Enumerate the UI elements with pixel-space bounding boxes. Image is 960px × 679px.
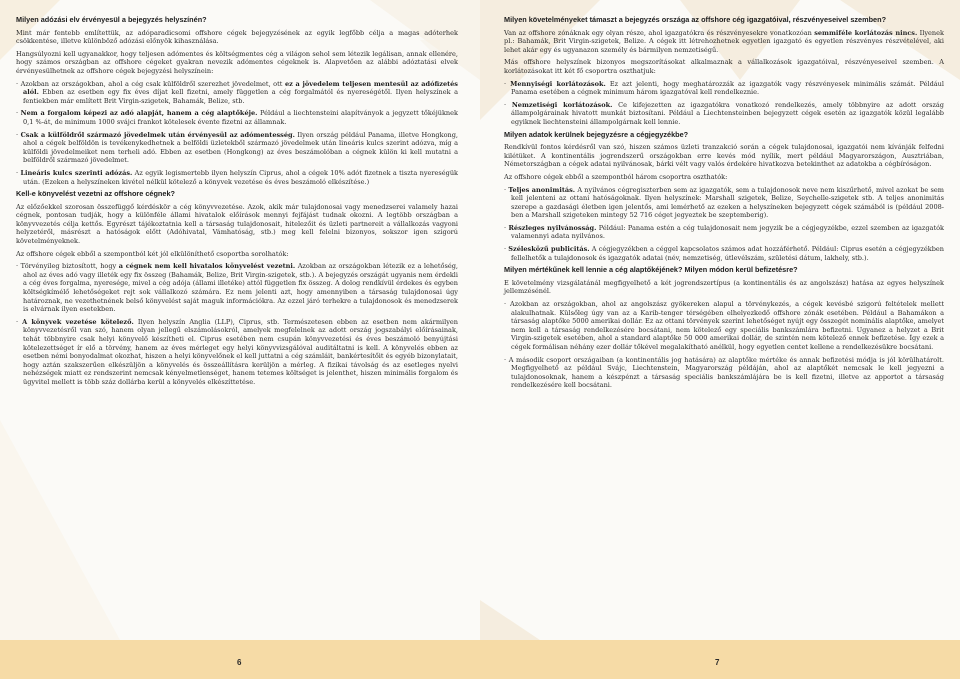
bullet-item: · A könyvek vezetése kötelező. Ilyen helyszín Anglia (LLP), Ciprus, stb. Természetesen ebben az esetben nem akármilyen könyvvezetésről van szó, hanem olyan jellegű elszámolásokról, amelyek megfelelnek az adott ország jogszabályi előírásainak, tehát többnyire csak helyi könyvelő készítheti el. Ciprus esetében nem csupán könyvvezetési és éves beszámoló benyújtási kötelezettséget ír elő a törvény, hanem az éves mérleget egy helyi könyvvizsgálóval auditáltatni is kell. A könyvelés ebben az esetben némi bonyodalmat okozhat, hiszen a helyi könyvelőnek el kell juttatni a cég számláit, bankértesítőit és egyéb bizonylatait, hogy aztán szakszerűen elkészüljön a könyvelés és összeállításra kerüljön a mérleg. A fizikai távolság és az esetleges nyelvi nehézségek miatt ez rendszerint nemcsak kényelmetlenséget, hanem tetemes költséget is jelenthet, hiszen minimális forgalom és ügyvitel mellett is több száz dollárba kerül a könyvelés elkészíttetése. [16, 317, 459, 386]
section-heading: Milyen követelményeket támaszt a bejegyzés országa az offshore cég igazgatóival, részvényeseivel szemben? [504, 15, 887, 24]
paragraph: Az offshore cégek ebből a szempontból két jól elkülöníthető csoportba sorolhatók: [16, 249, 289, 258]
paragraph: Van az offshore zónáknak egy olyan része, ahol igazgatókra és részvényesekre vonatkozóan semmiféle korlátozás nincs. Ilyenek pl.: Bahamák, Brit Virgin-szigetek, Belize. A cégek itt létrehozhetnek egyetlen igazgató és egyetlen részvényes részvételével, aki lehet akár egy és ugyanazon személy és bármilyen nemzetiségű. [504, 28, 944, 54]
section-heading: Milyen mértékűnek kell lennie a cég alaptőkéjének? Milyen módon kerül befizetésre? [504, 265, 798, 275]
paragraph: Mint már fentebb említettük, az adóparadicsomi offshore cégek bejegyzésének az egyik legfőbb célja a magas adóterhek csökkentése, illetve különböző adózási előnyök kihasználása. [16, 28, 458, 46]
bullet-item: · Szélesközű publicitás. A cégjegyzékben a céggel kapcsolatos számos adat hozzáférhető. Például: Ciprus esetén a cégjegyzékben fellelhetők a tulajdonosok és igazgatók adatai (név, nemzetiség, útlevélszám, születési dátum, lakhely, stb.). [504, 245, 944, 262]
bullet-item: · Nem a forgalom képezi az adó alapját, hanem a cég alaptőkéje. Például a liechtensteini alapítványok a jegyzett tőkéjüknek 0,1 %-át, de minimum 1000 svájci frankot kötelesek évente fizetni az államnak. [16, 109, 458, 126]
bullet-item: · Törvényileg biztosított, hogy a cégnek nem kell hivatalos könyvelést vezetni. Azokban az országokban létezik ez a lehetőség, ahol az éves adó vagy illeték egy fix összeg (Bahamák, Belize, Brit Virgin-szigetek, stb.). A bejegyzés országát ugyanis nem érdekli a cég éves forgalma, nyeresége, mivel a cég adója (állami illetéke) attól független fix összeg. A dolog rendkívül érdekes és egyben költségkímélő lehetőségeket rejt sok vállalkozó számára. Ez nem jelenti azt, hogy amennyiben a társaság tulajdonosai úgy határoznak, ne vezethetnének belső könyvelést saját maguk információkra. Az ezzel járó terhekre a tulajdonosok és menedzserek is elvárnak ilyen esetekben. [16, 262, 458, 314]
paragraph: Az offshore cégek ebből a szempontból három csoportra oszthatók: [504, 172, 728, 181]
bullet-item: · Azokban az országokban, ahol a cég csak külföldről szerezhet jövedelmet, ott ez a jövedelem teljesen mentesül az adófizetés alól. Ebben az esetben egy fix éves díjat kell fizetni, amely független a cég forgalmától és nyereségétől. Ilyen helyszínek a fentiekben már említett Brit Virgin-szigetek, Bahamák, Belize, stb. [16, 79, 458, 105]
right-footer-band [480, 640, 960, 679]
paragraph: Más offshore helyszínek bizonyos megszorításokat alkalmaznak a vállalkozások igazgatóival, részvényeseivel szemben. A korlátozásokat itt két fő csoportra oszthatjuk: [504, 58, 944, 75]
page-number: 6 [237, 658, 242, 667]
section-heading: Kell-e könyvelést vezetni az offshore cégnek? [16, 189, 175, 199]
bullet-item: · Teljes anonimitás. A nyilvános cégregiszterben sem az igazgatók, sem a tulajdonosok neve nem kiszűrhető, mivel azokat be sem kell jelenteni az ottani hatóságoknak. Ilyen helyszínek: Marshall szigetek, Belize, Seychelle-szigetek stb. A teljes anonimitás szerepe a gazdasági életben igen jelentős, ami lemérhető az ezeken a helyszíneken bejegyzett cégek számából is (például 2008-ben a Marshall szigeteken mintegy 52 716 céget jegyeztek be szeptemberig). [504, 185, 944, 220]
paragraph: Az előzőekkel szorosan összefüggő kérdéskör a cég könyvvezetése. Azok, akik már tulajdonosai vagy menedzserei valamely hazai cégnek, pontosan tudják, hogy a különféle állami hivatalok előírások mennyi fejfájást tudnak okozni. A legtöbb országban a könyvvezetés célja kettős. Egyrészt tájékoztatnia kell a társaság tulajdonosait, hitelezőit és üzleti partnereit a vállalkozás vagyoni helyzetéről, másrészt a hatóságok előtt (Adóhivatal, Vámhatóság, stb.) meg kell felelni bizonyos, sokszor igen szigorú követelményeknek. [16, 202, 458, 246]
bullet-item: · Nemzetiségi korlátozások. Ce kifejezetten az igazgatókra vonatkozó rendelkezés, amely többnyire az adott ország állampolgárainak hivatott munkát biztosítani. Például a Liechtensteinben bejegyzett cégek esetén az igazgatók közül legalább egyiknek liechtensteini állampolgárnak kell lennie. [504, 100, 944, 126]
bullet-item: · Azokban az országokban, ahol az angolszász gyökereken alapul a törvénykezés, a cégek kevésbé szigorú feltételek mellett alakulhatnak. Külsőleg úgy van az a Karib-tenger térségében elhelyezkedő offshore zónák esetében. Például a Bahamákon a társaság alaptőke 5000 amerikai dollár. Ez az ottani törvények szerint lehetőséget nyújt egy összegét nominális alaptőke, amelyet nem kell a társaság rendelkezésére bocsátani, nem kötelező egy speciális bankszámlára befizetni. Ugyanez a helyzet a Brit Virgin-szigetek esetében, ahol a standard alaptőke 50 000 amerikai dollár, de szintén nem kötelező ennek befizetése. Így ezek a cégek formálisan néhány ezer dollár tőkével megalakítható anélkül, hogy egyetlen centet kellene a rendelkezésükre bocsátani. [504, 300, 944, 351]
section-heading: Milyen adózási elv érvényesül a bejegyzés helyszínén? [16, 15, 207, 24]
paragraph: Hangsúlyozni kell ugyanakkor, hogy teljesen adómentes és költségmentes cég a világon sehol sem létezik legálisan, annak ellenére, hogy számos országban az offshore cégeket gyakran nevezik adómentes cégeknek is. Alapvetően az alábbi adóztatási elvek érvényesülhetnek az offshore cégek bejegyzési helyszínein: [16, 49, 458, 75]
bullet-item: · Lineáris kulcs szerinti adózás. Az egyik legismertebb ilyen helyszín Ciprus, ahol a cégek 10% adót fizetnek a tiszta nyereségük után. (Ezeken a helyszíneken kivétel nélkül kötelező a könyvek vezetése és éves beszámoló elkészítése.) [16, 168, 459, 186]
bullet-item: · Mennyiségi korlátozások. Ez azt jelenti, hogy meghatározzák az igazgatók vagy részvényesek minimális számát. Például Panama esetében a cégnek minimum három igazgatóval kell rendelkeznie. [504, 79, 944, 97]
bullet-item: · Részleges nyilvánosság. Például: Panama estén a cég tulajdonosait nem jegyzik be a cégjegyzékbe, ezzel szemben az igazgatók valamennyi adata nyilvános. [504, 223, 944, 241]
section-heading: Milyen adatok kerülnek bejegyzésre a cégjegyzékbe? [504, 129, 689, 139]
page-number: 7 [715, 658, 720, 667]
left-footer-band [0, 640, 480, 679]
paragraph: E követelmény vizsgálatánál megfigyelhető a két jogrendszertípus (a kontinentális és az angolszász) hatása az egyes helyszínek jellemzésénél. [504, 278, 944, 296]
paragraph: Rendkívül fontos kérdésről van szó, hiszen számos üzleti tranzakció során a cégek tulajdonosai, igazgatói nem kívánják felfedni kilétüket. A kontinentális jogrendszerű országokban erre kevés mód nyílik, mert például Magyarországon, Ausztriában, Németországban a cégek adatai nyilvánosak, bárki vélt vagy valós érdekére hivatkozva betekinthet az adatokba a cégbíróságon. [504, 143, 944, 169]
right-page [480, 0, 960, 679]
bullet-item: · A második csoport országaiban (a kontinentális jog hatására) az alaptőke mértéke és annak befizetési módja is jól körülhatárolt. Megfigyelhető az például Svájc, Liechtenstein, Magyarország példáján, ahol az alaptőkét nemcsak le kell jegyezni a tulajdonosoknak, hanem a készpénzt a társaság speciális bankszámlájára be is kell fizetni, illetve az apportot a társaság rendelkezésére kell bocsátani. [504, 355, 944, 390]
bullet-item: · Csak a külföldről származó jövedelmek után érvényesül az adómentesség. Ilyen ország például Panama, illetve Hongkong, ahol a cégek belföldön is tevékenykedhetnek a belföldi üzletekből származó jövedelmek után lineáris kulcs szerint adózva, míg a külföldi jövedelmeiket nem terheli adó. Ebben az esetben (Hongkong) az éves beszámolóban a cégnek külön ki kell mutatni a belföldről származó jövedelmet. [16, 130, 458, 165]
